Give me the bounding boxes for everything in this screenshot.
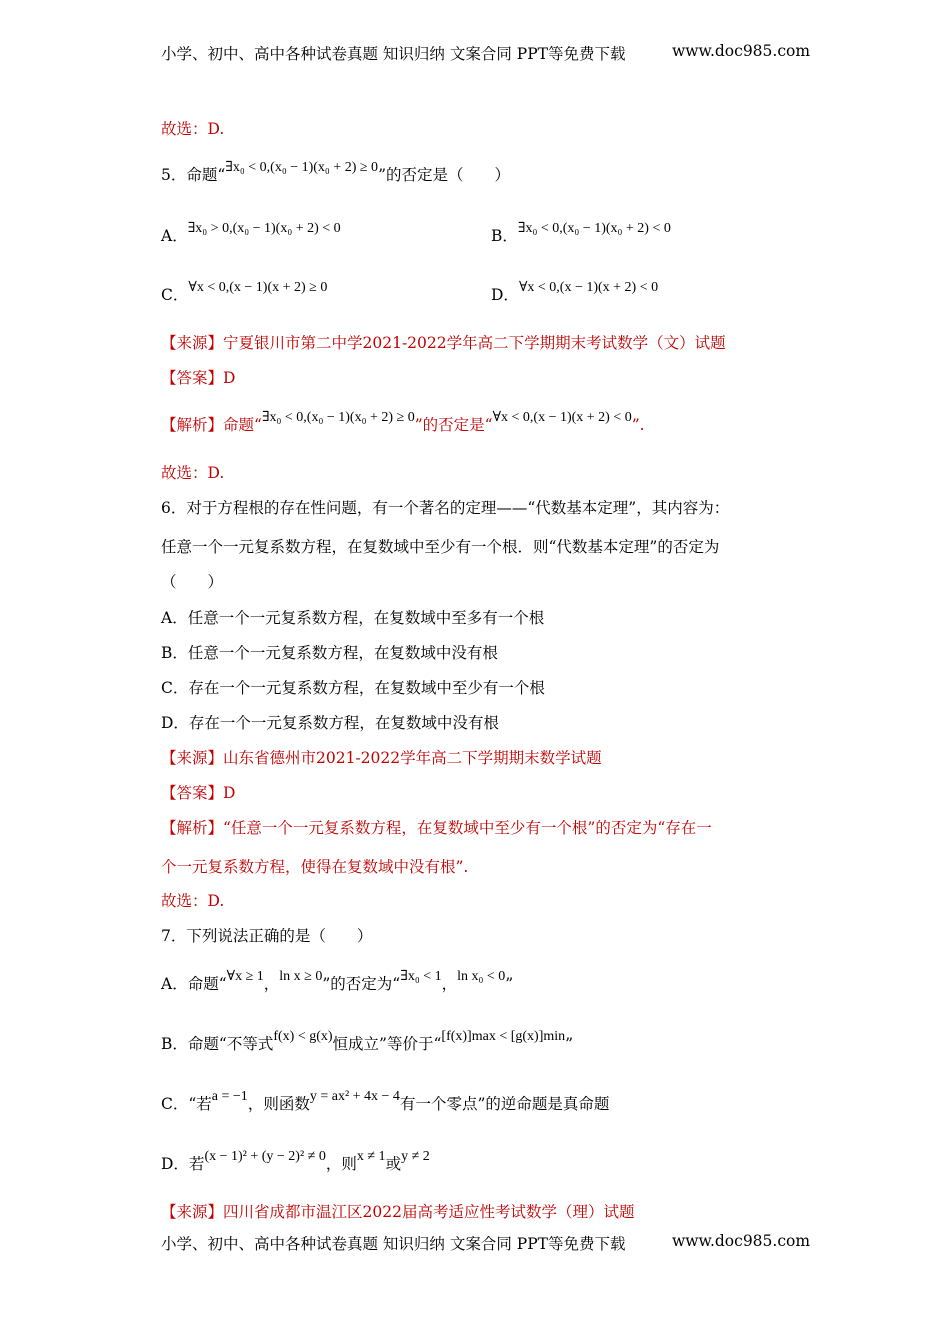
- q7-a-text-5: ”: [505, 975, 514, 993]
- q5-options-row-1: [161, 221, 790, 248]
- q7-a-math-3: ∃x₀ < 1: [400, 969, 442, 984]
- q7-b-text-1: B．命题“不等式: [161, 1035, 274, 1053]
- q7-d-text-3: 或: [385, 1155, 402, 1173]
- q6-stem-line-2: 任意一个一元复系数方程，在复数域中至少有一个根．则“代数基本定理”的否定为: [161, 538, 720, 556]
- q5-option-d-label: D．: [491, 286, 519, 304]
- q6-source: 【来源】山东省德州市2021-2022学年高二下学期期末数学试题: [161, 749, 602, 767]
- q7-a-math-1: ∀x ≥ 1: [226, 969, 264, 984]
- q7-c-text-1: C．“若: [161, 1095, 212, 1113]
- q5-stem-math: ∃x₀ < 0,(x₀ − 1)(x₀ + 2) ≥ 0: [225, 160, 379, 175]
- q5-option-a-label: A．: [161, 227, 188, 245]
- prev-conclusion: 故选：D.: [161, 120, 225, 138]
- q7-c-text-3: 有一个零点”的逆命题是真命题: [399, 1095, 610, 1113]
- q7-c-text-2: ，则函数: [247, 1095, 310, 1113]
- q7-b-math-1: f(x) < g(x): [273, 1029, 333, 1044]
- q7-a-math-4: ln x₀ < 0: [457, 969, 506, 984]
- q6-explanation-line-1: 【解析】“任意一个一元复系数方程，在复数域中至少有一个根”的否定为“存在一: [161, 819, 712, 837]
- q5-stem-text: 5．命题“: [161, 166, 226, 184]
- q5-option-b-math: ∃x₀ < 0,(x₀ − 1)(x₀ + 2) < 0: [517, 221, 671, 236]
- q7-a-text-1: A．命题“: [161, 975, 227, 993]
- q5-option-d-math: ∀x < 0,(x − 1)(x + 2) < 0: [518, 280, 659, 295]
- q7-d-math-1: (x − 1)² + (y − 2)² ≠ 0: [204, 1149, 326, 1164]
- q7-b-text-3: ”: [565, 1035, 574, 1053]
- q5-explanation: [161, 410, 790, 437]
- q7-source: 【来源】四川省成都市温江区2022届高考适应性考试数学（理）试题: [161, 1203, 635, 1221]
- q6-stem-line-3: （ ）: [161, 573, 224, 591]
- q6-option-c[interactable]: C．存在一个一元复系数方程，在复数域中至少有一个根: [161, 679, 545, 697]
- q5-option-b-label: B．: [491, 227, 518, 245]
- q5-option-d[interactable]: [491, 280, 659, 307]
- footer-url[interactable]: www.doc985.com: [672, 1232, 811, 1250]
- q7-c-math-2: y = ax² + 4x − 4: [309, 1089, 400, 1104]
- q7-option-d[interactable]: [161, 1149, 790, 1176]
- q5-option-c-math: ∀x < 0,(x − 1)(x + 2) ≥ 0: [188, 280, 328, 295]
- q7-d-text-2: ，则: [325, 1155, 357, 1173]
- q5-expl-tail: ”.: [631, 416, 645, 434]
- footer-text: 小学、初中、高中各种试卷真题 知识归纳 文案合同 PPT等免费下载: [161, 1235, 626, 1253]
- q5-option-b[interactable]: [491, 221, 671, 248]
- q5-options-row-2: [161, 280, 790, 307]
- q5-expl-text: 【解析】命题“: [161, 416, 262, 434]
- q5-option-c[interactable]: [161, 280, 328, 304]
- q7-d-math-2: x ≠ 1: [356, 1149, 386, 1164]
- q6-stem-line-1: 6．对于方程根的存在性问题，有一个著名的定理——“代数基本定理”，其内容为：: [161, 499, 730, 517]
- q6-answer: 【答案】D: [161, 784, 236, 802]
- q7-c-math-1: a = −1: [211, 1089, 248, 1104]
- q5-option-a[interactable]: [161, 221, 341, 245]
- q7-b-text-2: 恒成立”等价于“: [332, 1035, 442, 1053]
- q5-stem: [161, 160, 790, 187]
- q6-explanation-line-2: 个一元复系数方程，使得在复数域中没有根”.: [161, 858, 469, 876]
- q7-d-text-1: D．若: [161, 1155, 205, 1173]
- header-text: 小学、初中、高中各种试卷真题 知识归纳 文案合同 PPT等免费下载: [161, 45, 626, 63]
- q6-option-b[interactable]: B．任意一个一元复系数方程，在复数域中没有根: [161, 644, 498, 662]
- q5-answer: 【答案】D: [161, 369, 236, 387]
- q7-d-math-3: y ≠ 2: [401, 1149, 430, 1164]
- q7-b-math-2: [f(x)]max < [g(x)]min: [441, 1029, 566, 1044]
- q6-option-d[interactable]: D．存在一个一元复系数方程，在复数域中没有根: [161, 714, 499, 732]
- q5-expl-math-2: ∀x < 0,(x − 1)(x + 2) < 0: [492, 410, 632, 425]
- q7-option-b[interactable]: [161, 1029, 790, 1056]
- q6-option-a[interactable]: A．任意一个一元复系数方程，在复数域中至多有一个根: [161, 609, 545, 627]
- q7-option-a[interactable]: [161, 969, 790, 996]
- q7-a-math-2: ln x ≥ 0: [279, 969, 323, 984]
- q7-option-c[interactable]: [161, 1089, 790, 1116]
- q5-conclusion: 故选：D.: [161, 464, 225, 482]
- q5-expl-math-1: ∃x₀ < 0,(x₀ − 1)(x₀ + 2) ≥ 0: [261, 410, 415, 425]
- q5-expl-mid: ”的否定是“: [414, 416, 493, 434]
- header-url[interactable]: www.doc985.com: [672, 42, 811, 60]
- q7-stem: 7．下列说法正确的是（ ）: [161, 927, 373, 945]
- q5-stem-tail: ”的否定是（ ）: [378, 166, 510, 184]
- q5-option-a-math: ∃x₀ > 0,(x₀ − 1)(x₀ + 2) < 0: [187, 221, 341, 236]
- q7-a-text-3: ”的否定为“: [322, 975, 401, 993]
- q6-conclusion: 故选：D.: [161, 892, 225, 910]
- q5-source: 【来源】宁夏银川市第二中学2021-2022学年高二下学期期末考试数学（文）试题: [161, 334, 726, 352]
- q7-a-text-4: ，: [441, 975, 458, 993]
- q5-option-c-label: C．: [161, 286, 189, 304]
- q7-a-text-2: ，: [263, 975, 280, 993]
